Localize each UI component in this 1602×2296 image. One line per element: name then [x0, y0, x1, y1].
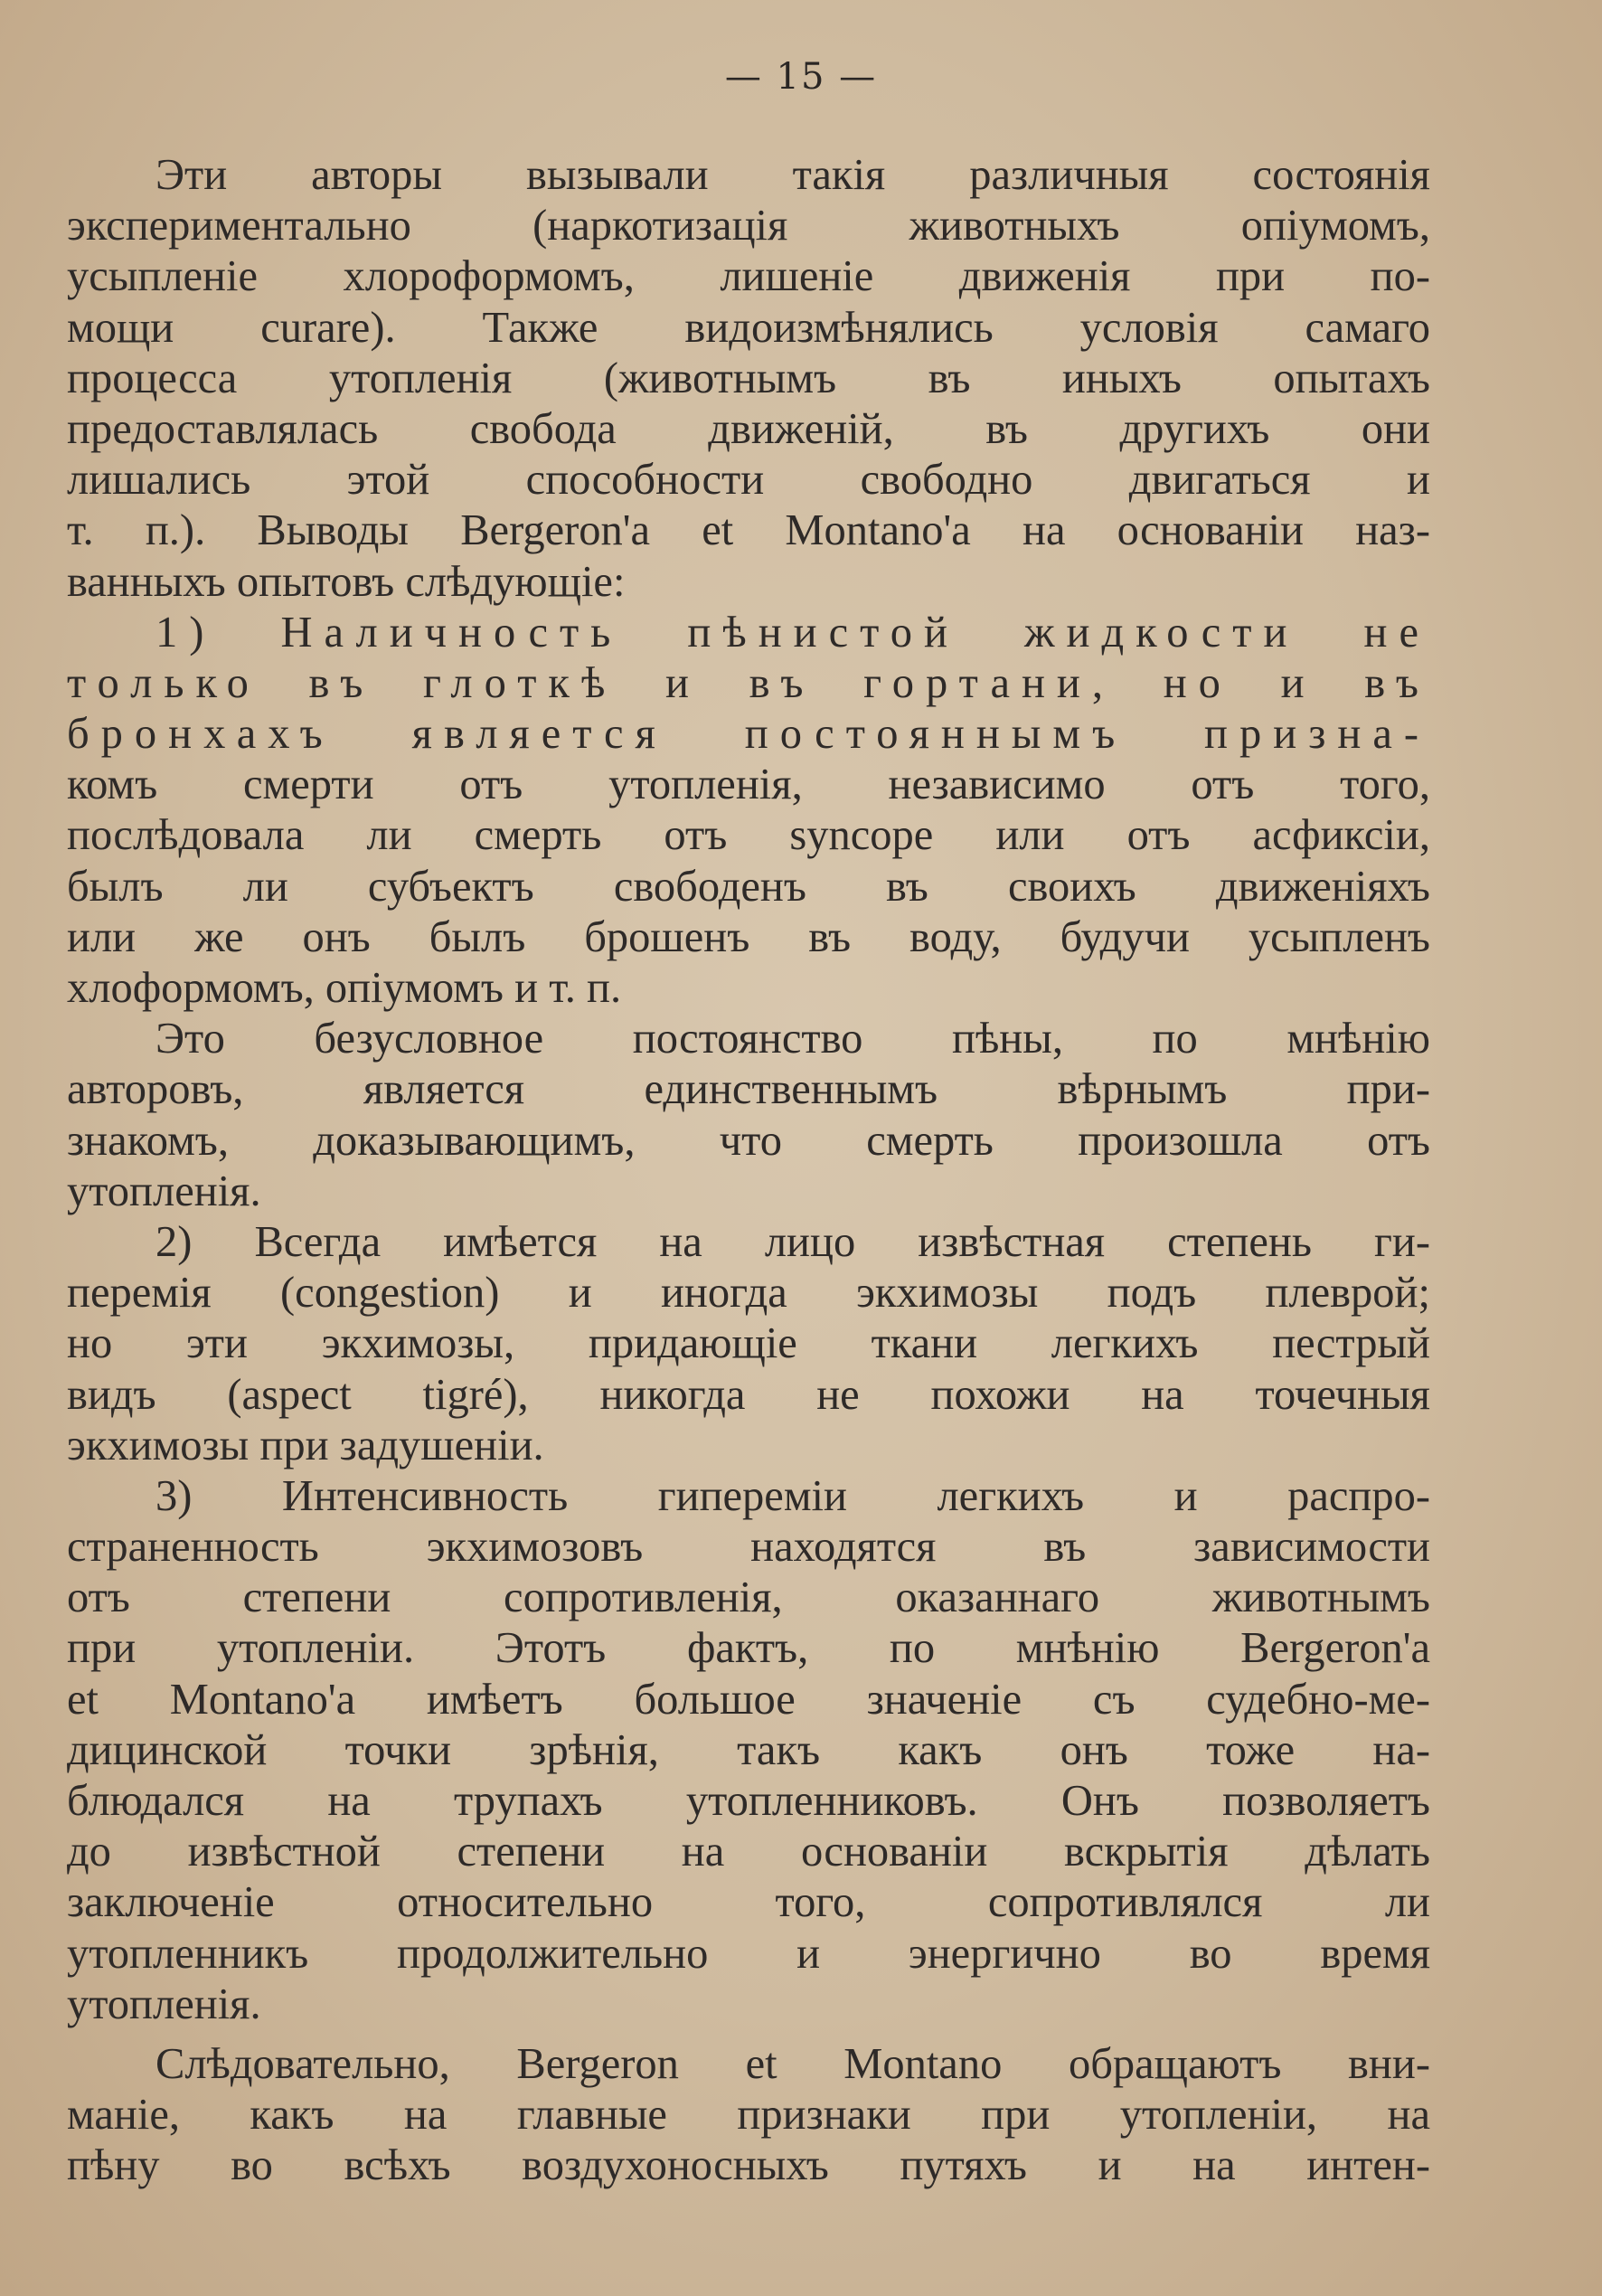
text-line: утопленія.: [67, 1979, 261, 2028]
text-line: при утопленіи. Этотъ фактъ, по мнѣнію Bergeron'a: [67, 1624, 1430, 1673]
text-line: 2) Всегда имѣется на лицо извѣстная степень ги-: [155, 1217, 1430, 1266]
text-line: экхимозы при задушеніи.: [67, 1421, 544, 1469]
text-line: Эти авторы вызывали такія различныя состоянія: [155, 151, 1430, 199]
text-line: комъ смерти отъ утопленія, независимо отъ того,: [67, 761, 1430, 809]
text-line: авторовъ, является единственнымъ вѣрнымъ при-: [67, 1065, 1430, 1114]
text-line: ванныхъ опытовъ слѣдующіе:: [67, 557, 626, 606]
text-line: усыпленіе хлороформомъ, лишеніе движенія при по-: [67, 252, 1430, 301]
text-line: процесса утопленія (животнымъ въ иныхъ опытахъ: [67, 354, 1430, 402]
text-line: былъ ли субъектъ свободенъ въ своихъ движеніяхъ: [67, 862, 1430, 911]
text-line: заключеніе относительно того, сопротивлялся ли: [67, 1878, 1430, 1927]
text-line: Слѣдовательно, Bergeron et Montano обращаютъ вни-: [155, 2039, 1430, 2088]
text-line: экспериментально (наркотизація животныхъ опіумомъ,: [67, 202, 1430, 250]
text-line: маніе, какъ на главные признаки при утопленіи, на: [67, 2091, 1430, 2140]
text-line: 3) Интенсивность гипереміи легкихъ и распро-: [155, 1471, 1430, 1520]
page-number: — 15 —: [724, 56, 878, 98]
text-line: утопленникъ продолжительно и энергично во время: [67, 1929, 1430, 1978]
text-line: утопленія.: [67, 1167, 261, 1215]
text-line: или же онъ былъ брошенъ въ воду, будучи усыпленъ: [67, 912, 1430, 961]
text-line: хлоформомъ, опіумомъ и т. п.: [67, 964, 622, 1012]
text-line: предоставлялась свобода движеній, въ другихъ они: [67, 404, 1430, 453]
text-line: только въ глоткѣ и въ гортани, но и въ: [67, 658, 1430, 707]
text-line: мощи curare). Также видоизмѣнялись условія самаго: [67, 303, 1430, 352]
text-line: страненность экхимозовъ находятся въ зависимости: [67, 1523, 1430, 1572]
body-text: [67, 150, 1430, 2192]
text-line: но эти экхимозы, придающіе ткани легкихъ пестрый: [67, 1319, 1430, 1368]
text-line: дицинской точки зрѣнія, такъ какъ онъ тоже на-: [67, 1725, 1430, 1774]
text-line: отъ степени сопротивленія, оказаннаго животнымъ: [67, 1573, 1430, 1622]
text-line: 1) Наличность пѣнистой жидкости не: [155, 608, 1430, 657]
text-line: пѣну во всѣхъ воздухоносныхъ путяхъ и на интен-: [67, 2141, 1430, 2190]
text-line: et Montano'a имѣетъ большое значеніе съ судебно-ме-: [67, 1675, 1430, 1724]
text-line: перемія (congestion) и иногда экхимозы подъ плеврой;: [67, 1269, 1430, 1318]
text-line: блюдался на трупахъ утопленниковъ. Онъ позволяетъ: [67, 1777, 1430, 1825]
text-line: до извѣстной степени на основаніи вскрытія дѣлать: [67, 1828, 1430, 1876]
text-line: лишались этой способности свободно двигаться и: [67, 456, 1430, 505]
text-line: Это безусловное постоянство пѣны, по мнѣнію: [155, 1015, 1430, 1063]
text-line: видъ (aspect tigré), никогда не похожи на точечныя: [67, 1370, 1430, 1419]
text-line: бронхахъ является постояннымъ призна-: [67, 710, 1430, 759]
text-line: т. п.). Выводы Bergeron'a et Montano'a на основаніи наз-: [67, 506, 1430, 555]
text-line: знакомъ, доказывающимъ, что смерть произошла отъ: [67, 1116, 1430, 1165]
text-line: послѣдовала ли смерть отъ syncope или отъ асфиксіи,: [67, 811, 1430, 860]
